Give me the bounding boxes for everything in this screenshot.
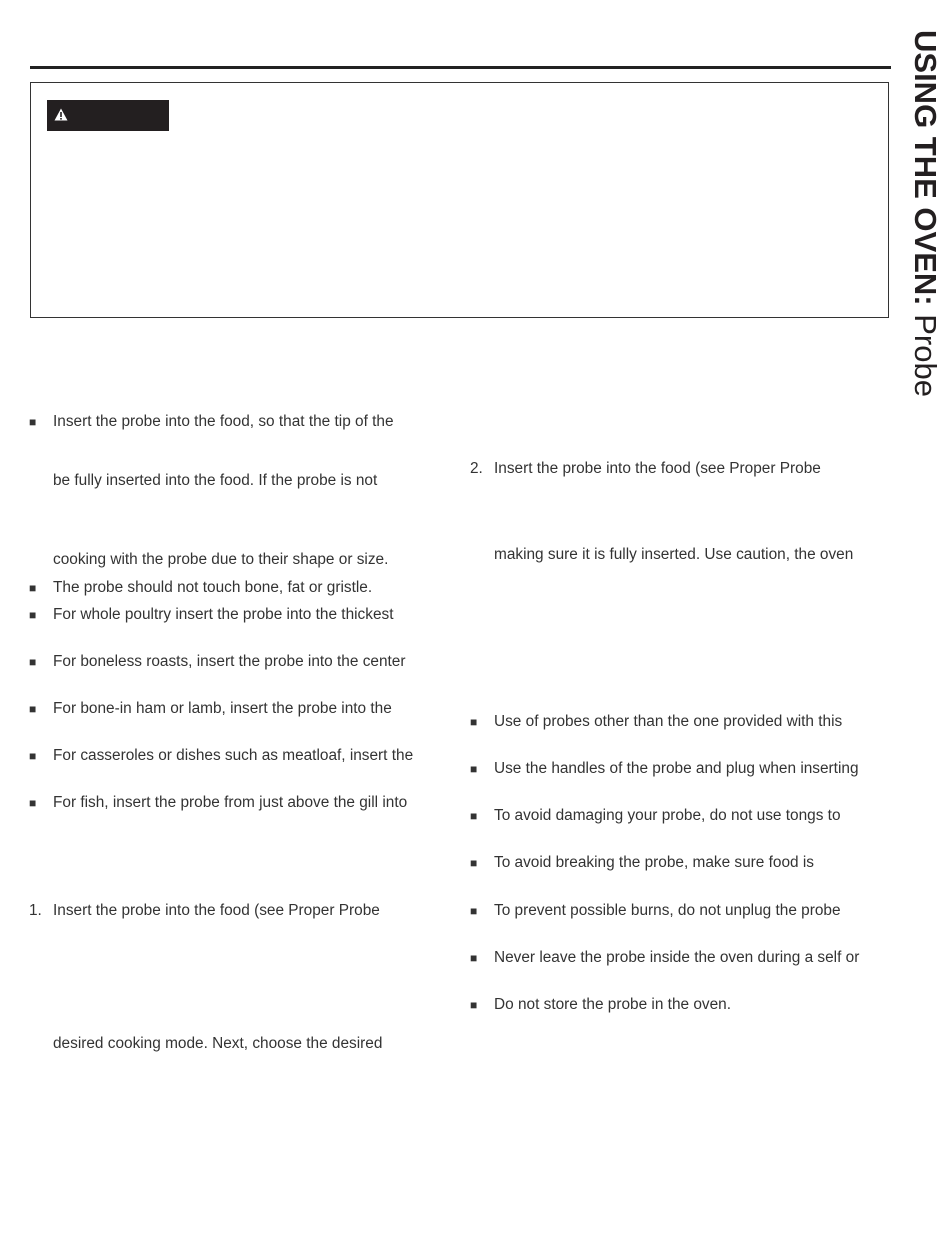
step-text-line: desired cooking mode. Next, choose the desired xyxy=(53,1035,383,1052)
bullet-icon: ■ xyxy=(470,715,478,729)
right-text-line: To avoid damaging your probe, do not use tongs to xyxy=(494,807,841,824)
left-text-line: For casseroles or dishes such as meatloaf, insert the xyxy=(53,747,414,764)
bullet-icon: ■ xyxy=(29,796,37,810)
bullet-icon: ■ xyxy=(29,581,37,595)
section-title xyxy=(910,30,941,397)
step-text-line: Insert the probe into the food (see Proper Probe xyxy=(53,902,380,919)
warning-box xyxy=(30,82,889,318)
right-text-line: To avoid breaking the probe, make sure food is xyxy=(494,854,814,871)
left-text-line: For boneless roasts, insert the probe into the center xyxy=(53,653,406,670)
step-number: 1. xyxy=(29,902,42,919)
bullet-icon: ■ xyxy=(470,998,478,1012)
bullet-icon: ■ xyxy=(29,655,37,669)
bullet-icon: ■ xyxy=(470,904,478,918)
right-text-line: Never leave the probe inside the oven during a self or xyxy=(494,949,860,966)
right-text-line: Use the handles of the probe and plug when inserting xyxy=(494,760,859,777)
right-text-line: To prevent possible burns, do not unplug the probe xyxy=(494,902,841,919)
step-text-line: making sure it is fully inserted. Use caution, the oven xyxy=(494,546,854,563)
bullet-icon: ■ xyxy=(29,608,37,622)
left-text-line: For bone-in ham or lamb, insert the probe into the xyxy=(53,700,392,717)
bullet-icon: ■ xyxy=(470,951,478,965)
right-text-line: Use of probes other than the one provided with this xyxy=(494,713,843,730)
bullet-icon: ■ xyxy=(29,702,37,716)
header-rule xyxy=(30,66,891,69)
left-text-line: For whole poultry insert the probe into the thickest xyxy=(53,606,394,623)
warning-triangle-icon xyxy=(54,108,68,121)
left-text-line: be fully inserted into the food. If the probe is not xyxy=(53,472,378,489)
warning-badge xyxy=(47,100,169,131)
step-number: 2. xyxy=(470,460,483,477)
bullet-icon: ■ xyxy=(470,856,478,870)
left-text-line: For fish, insert the probe from just above the gill into xyxy=(53,794,408,811)
step-text-line: Insert the probe into the food (see Proper Probe xyxy=(494,460,821,477)
left-text-line: Insert the probe into the food, so that the tip of the xyxy=(53,413,394,430)
left-text-line: The probe should not touch bone, fat or gristle. xyxy=(53,579,373,596)
bullet-icon: ■ xyxy=(470,809,478,823)
section-title-bold: USING THE OVEN: xyxy=(908,30,943,306)
bullet-icon: ■ xyxy=(29,415,37,429)
left-text-line: cooking with the probe due to their shape or size. xyxy=(53,551,389,568)
right-text-line: Do not store the probe in the oven. xyxy=(494,996,731,1013)
bullet-icon: ■ xyxy=(470,762,478,776)
section-title-light: Probe xyxy=(908,305,943,397)
bullet-icon: ■ xyxy=(29,749,37,763)
